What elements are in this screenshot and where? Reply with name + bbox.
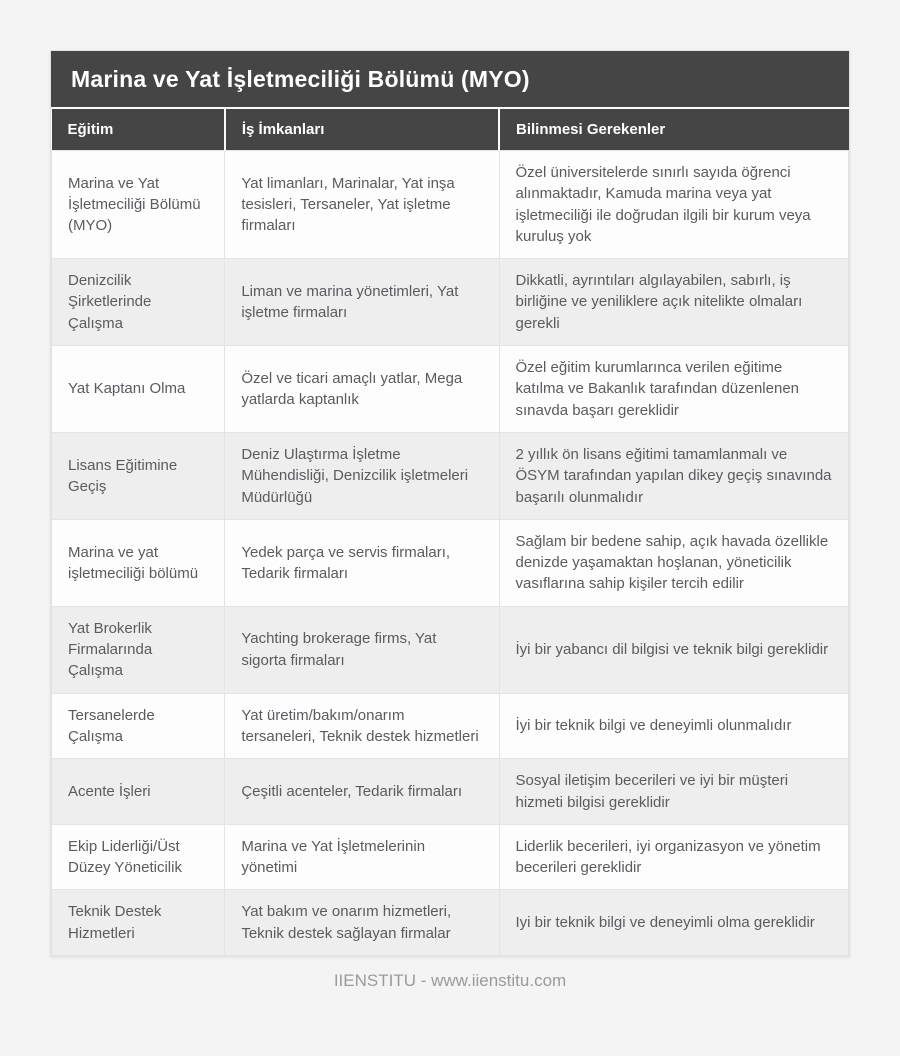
- page-title: Marina ve Yat İşletmeciliği Bölümü (MYO): [51, 51, 849, 107]
- cell-bilinmesi-gerekenler: Sosyal iletişim becerileri ve iyi bir müşteri hizmeti bilgisi gereklidir: [499, 759, 849, 825]
- cell-is-imkanlari: Yat bakım ve onarım hizmetleri, Teknik destek sağlayan firmalar: [225, 890, 499, 956]
- table-row: [52, 759, 849, 825]
- cell-bilinmesi-gerekenler: 2 yıllık ön lisans eğitimi tamamlanmalı ve ÖSYM tarafından yapılan dikey geçiş sınavında başarılı olunmalıdır: [499, 432, 849, 519]
- cell-bilinmesi-gerekenler: Liderlik becerileri, iyi organizasyon ve yönetim becerileri gereklidir: [499, 824, 849, 890]
- cell-is-imkanlari: Liman ve marina yönetimleri, Yat işletme firmaları: [225, 259, 499, 346]
- info-card: [50, 50, 850, 957]
- column-header-is-imkanlari: İş İmkanları: [225, 108, 499, 151]
- cell-bilinmesi-gerekenler: Özel üniversitelerde sınırlı sayıda öğrenci alınmaktadır, Kamuda marina veya yat işletmeciliği ile doğrudan ilgili bir kurum veya kuruluş yok: [499, 151, 849, 259]
- cell-bilinmesi-gerekenler: İyi bir teknik bilgi ve deneyimli olunmalıdır: [499, 693, 849, 759]
- cell-is-imkanlari: Marina ve Yat İşletmelerinin yönetimi: [225, 824, 499, 890]
- cell-egitim: Denizcilik Şirketlerinde Çalışma: [52, 259, 225, 346]
- cell-is-imkanlari: Yachting brokerage firms, Yat sigorta firmaları: [225, 606, 499, 693]
- cell-egitim: Tersanelerde Çalışma: [52, 693, 225, 759]
- cell-egitim: Marina ve Yat İşletmeciliği Bölümü (MYO): [52, 151, 225, 259]
- table-header: [52, 108, 849, 151]
- cell-is-imkanlari: Deniz Ulaştırma İşletme Mühendisliği, Denizcilik işletmeleri Müdürlüğü: [225, 432, 499, 519]
- table-row: [52, 519, 849, 606]
- cell-egitim: Lisans Eğitimine Geçiş: [52, 432, 225, 519]
- cell-is-imkanlari: Özel ve ticari amaçlı yatlar, Mega yatlarda kaptanlık: [225, 346, 499, 433]
- cell-is-imkanlari: Yat üretim/bakım/onarım tersaneleri, Teknik destek hizmetleri: [225, 693, 499, 759]
- footer-branding: IIENSTITU - www.iienstitu.com: [333, 971, 567, 991]
- cell-bilinmesi-gerekenler: İyi bir yabancı dil bilgisi ve teknik bilgi gereklidir: [499, 606, 849, 693]
- table-row: [52, 432, 849, 519]
- info-table: [51, 107, 849, 956]
- cell-egitim: Marina ve yat işletmeciliği bölümü: [52, 519, 225, 606]
- cell-bilinmesi-gerekenler: Özel eğitim kurumlarınca verilen eğitime katılma ve Bakanlık tarafından düzenlenen sınavda başarı gereklidir: [499, 346, 849, 433]
- cell-egitim: Ekip Liderliği/Üst Düzey Yöneticilik: [52, 824, 225, 890]
- cell-is-imkanlari: Yat limanları, Marinalar, Yat inşa tesisleri, Tersaneler, Yat işletme firmaları: [225, 151, 499, 259]
- cell-bilinmesi-gerekenler: Sağlam bir bedene sahip, açık havada özellikle denizde yaşamaktan hoşlanan, yöneticilik vasıflarına sahip kişiler tercih edilir: [499, 519, 849, 606]
- table-body: [52, 151, 849, 956]
- table-row: [52, 259, 849, 346]
- cell-egitim: Teknik Destek Hizmetleri: [52, 890, 225, 956]
- table-row: [52, 824, 849, 890]
- cell-egitim: Yat Kaptanı Olma: [52, 346, 225, 433]
- table-row: [52, 606, 849, 693]
- table-row: [52, 693, 849, 759]
- table-row: [52, 890, 849, 956]
- table-row: [52, 346, 849, 433]
- cell-bilinmesi-gerekenler: Dikkatli, ayrıntıları algılayabilen, sabırlı, iş birliğine ve yeniliklere açık nitelikte olmaları gerekli: [499, 259, 849, 346]
- cell-egitim: Acente İşleri: [52, 759, 225, 825]
- table-row: [52, 151, 849, 259]
- column-header-bilinmesi-gerekenler: Bilinmesi Gerekenler: [499, 108, 849, 151]
- cell-is-imkanlari: Yedek parça ve servis firmaları, Tedarik firmaları: [225, 519, 499, 606]
- cell-egitim: Yat Brokerlik Firmalarında Çalışma: [52, 606, 225, 693]
- cell-is-imkanlari: Çeşitli acenteler, Tedarik firmaları: [225, 759, 499, 825]
- column-header-egitim: Eğitim: [52, 108, 225, 151]
- cell-bilinmesi-gerekenler: Iyi bir teknik bilgi ve deneyimli olma gereklidir: [499, 890, 849, 956]
